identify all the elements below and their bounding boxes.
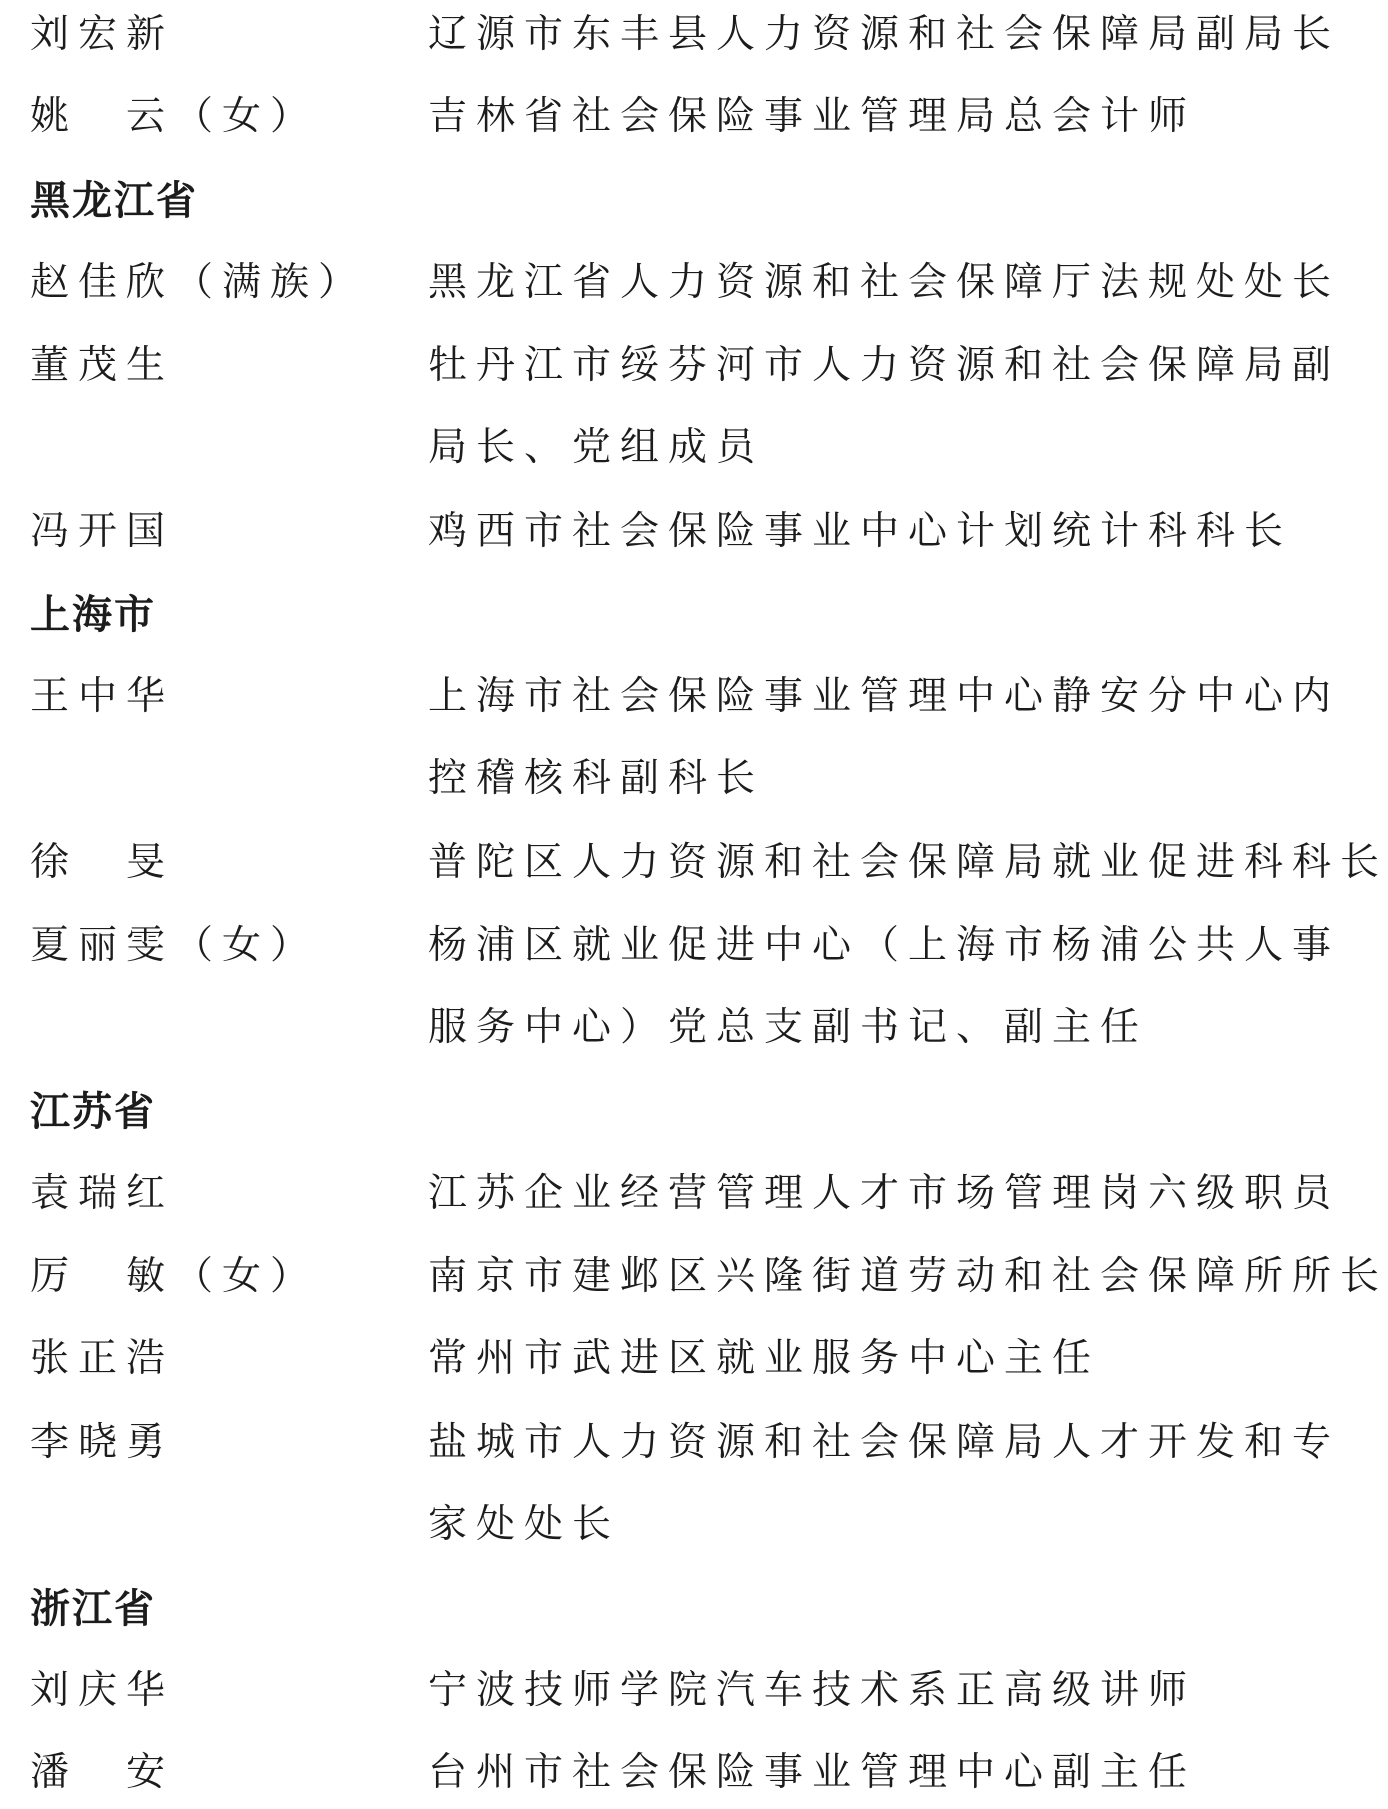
- person-title: 吉林省社会保险事业管理局总会计师: [428, 94, 1197, 139]
- person-title-continued: 控稽核科副科长: [428, 756, 765, 801]
- person-name: 李晓勇: [30, 1420, 175, 1465]
- person-title: 台州市社会保险事业管理中心副主任: [428, 1750, 1197, 1795]
- person-title: 鸡西市社会保险事业中心计划统计科科长: [428, 509, 1293, 554]
- person-title-continued: 服务中心）党总支副书记、副主任: [428, 1005, 1149, 1050]
- person-title: 常州市武进区就业服务中心主任: [428, 1336, 1101, 1381]
- person-name: 冯开国: [30, 509, 175, 554]
- person-name: 刘宏新: [30, 12, 175, 57]
- person-title: 杨浦区就业促进中心（上海市杨浦公共人事: [428, 923, 1341, 968]
- person-title-continued: 局长、党组成员: [428, 425, 765, 470]
- person-name: 潘 安: [30, 1750, 175, 1795]
- person-title-continued: 家处处长: [428, 1502, 621, 1547]
- province-heading: 江苏省: [30, 1089, 156, 1135]
- person-title: 盐城市人力资源和社会保障局人才开发和专: [428, 1420, 1341, 1465]
- province-heading: 上海市: [30, 592, 156, 638]
- person-title: 南京市建邺区兴隆街道劳动和社会保障所所长: [428, 1254, 1388, 1299]
- person-title: 辽源市东丰县人力资源和社会保障局副局长: [428, 12, 1341, 57]
- person-name: 袁瑞红: [30, 1171, 175, 1216]
- person-name: 董茂生: [30, 343, 175, 388]
- person-name: 夏丽雯（女）: [30, 923, 319, 968]
- person-name: 赵佳欣（满族）: [30, 260, 367, 305]
- person-title: 上海市社会保险事业管理中心静安分中心内: [428, 674, 1341, 719]
- province-heading: 黑龙江省: [30, 178, 198, 224]
- person-title: 宁波技师学院汽车技术系正高级讲师: [428, 1668, 1197, 1713]
- person-title: 江苏企业经营管理人才市场管理岗六级职员: [428, 1171, 1341, 1216]
- person-title: 普陀区人力资源和社会保障局就业促进科科长: [428, 840, 1388, 885]
- person-name: 张正浩: [30, 1336, 175, 1381]
- person-title: 牡丹江市绥芬河市人力资源和社会保障局副: [428, 343, 1341, 388]
- person-name: 厉 敏（女）: [30, 1254, 319, 1299]
- person-title: 黑龙江省人力资源和社会保障厅法规处处长: [428, 260, 1341, 305]
- person-name: 王中华: [30, 674, 175, 719]
- person-name: 徐 旻: [30, 840, 175, 885]
- province-heading: 浙江省: [30, 1586, 156, 1632]
- person-name: 刘庆华: [30, 1668, 175, 1713]
- person-name: 姚 云（女）: [30, 94, 319, 139]
